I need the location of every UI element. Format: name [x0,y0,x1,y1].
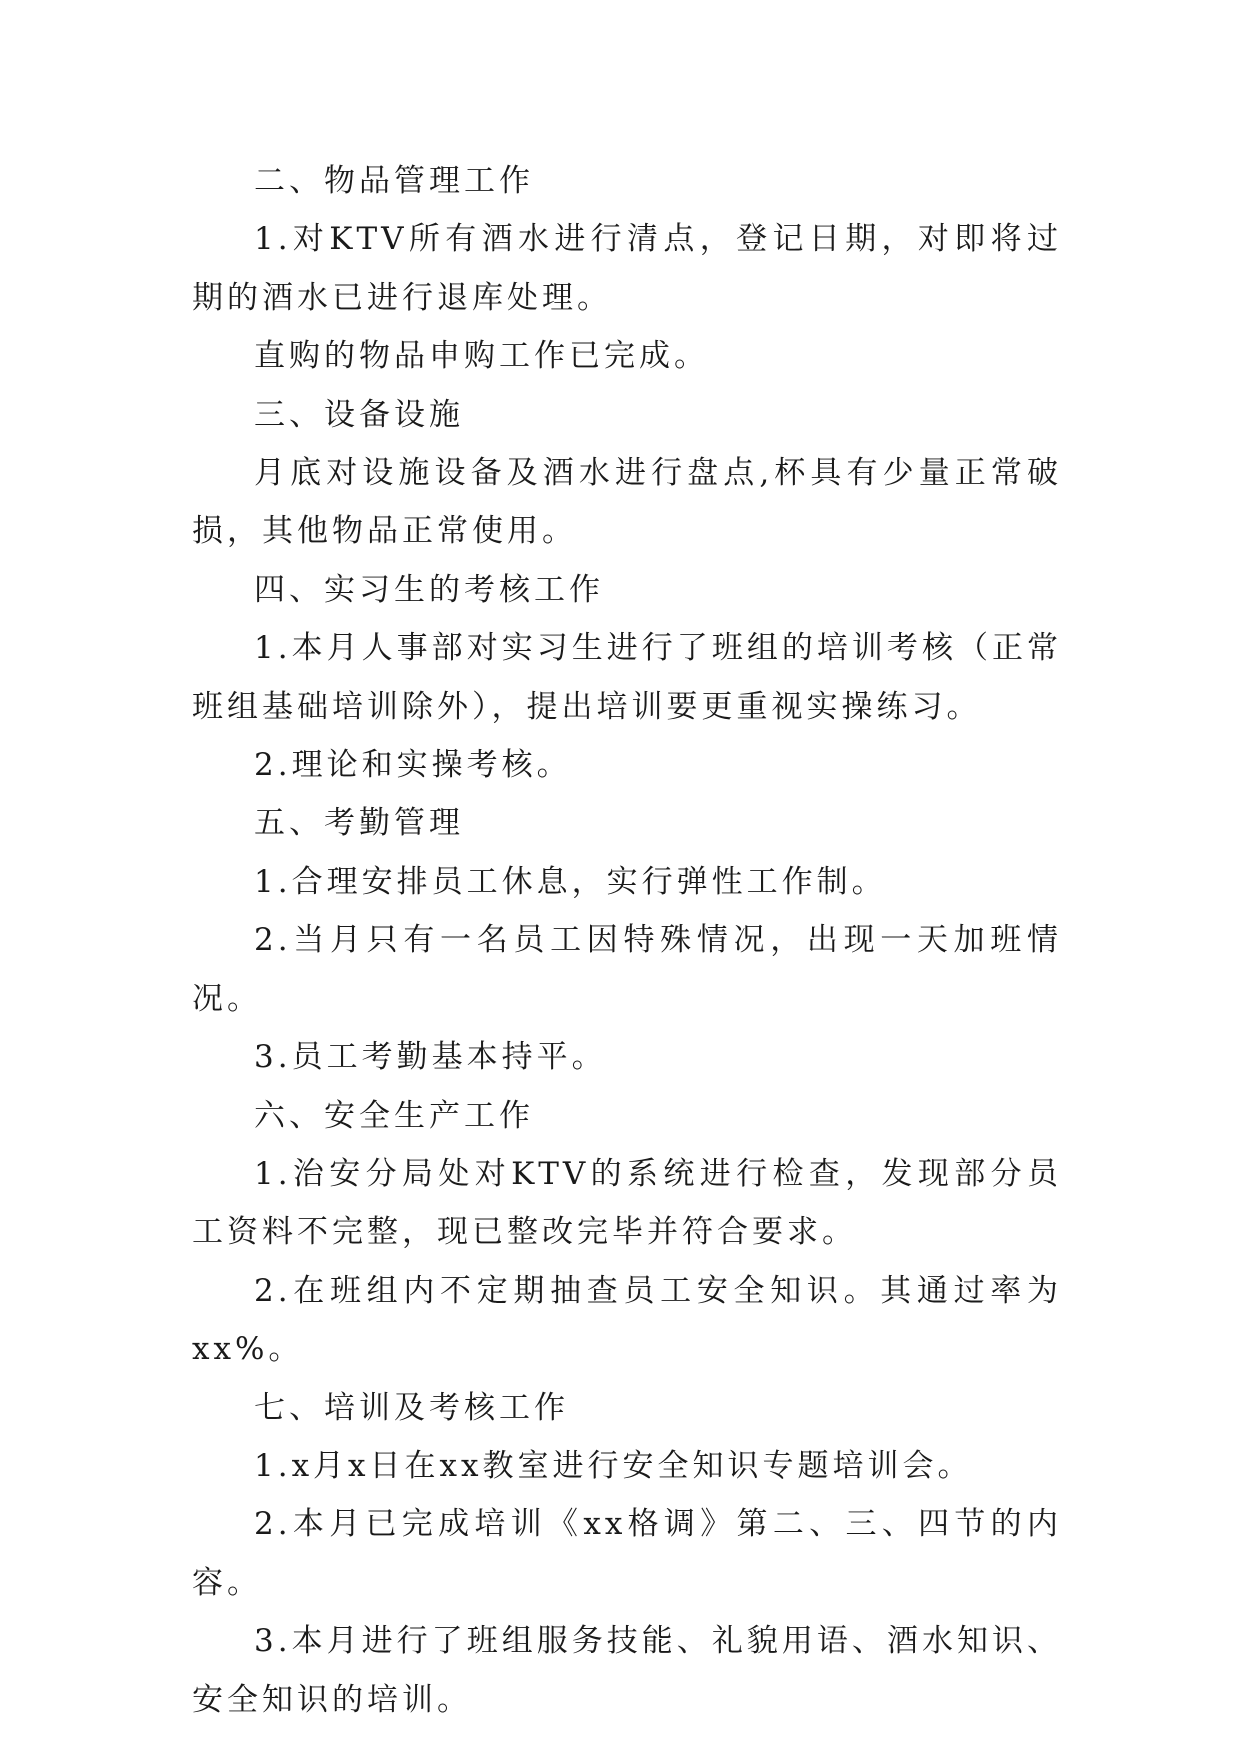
paragraph: 2.在班组内不定期抽查员工安全知识。其通过率为xx%。 [192,1272,1062,1368]
section-heading-equipment: 三、设备设施 [254,396,464,433]
paragraph: 1.x月x日在xx教室进行安全知识专题培训会。 [254,1447,973,1484]
paragraph: 1.治安分局处对KTV的系统进行检查，发现部分员工资料不完整，现已整改完毕并符合要求。 [192,1155,1062,1251]
paragraph: 1.对KTV所有酒水进行清点，登记日期，对即将过期的酒水已进行退库处理。 [192,221,1062,316]
section-heading-item-management: 二、物品管理工作 [254,163,534,199]
paragraph: 2.本月已完成培训《xx格调》第二、三、四节的内容。 [192,1506,1062,1601]
section-heading-safety: 六、安全生产工作 [254,1097,534,1134]
paragraph: 月底对设施设备及酒水进行盘点,杯具有少量正常破损，其他物品正常使用。 [192,455,1062,550]
section-heading-attendance: 五、考勤管理 [254,805,464,842]
paragraph: 2.理论和实操考核。 [254,747,572,784]
section-heading-training: 七、培训及考核工作 [254,1389,569,1426]
paragraph: 3.本月进行了班组服务技能、礼貌用语、酒水知识、安全知识的培训。 [192,1623,1062,1718]
paragraph: 直购的物品申购工作已完成。 [254,338,709,375]
paragraph: 2.当月只有一名员工因特殊情况，出现一天加班情况。 [192,922,1062,1017]
paragraph: 3.员工考勤基本持平。 [254,1039,607,1076]
paragraph: 1.合理安排员工休息，实行弹性工作制。 [254,863,887,900]
document-body [192,152,1062,1729]
paragraph: 1.本月人事部对实习生进行了班组的培训考核（正常班组基础培训除外），提出培训要更重视实操练习。 [192,630,1062,725]
section-heading-intern-assessment: 四、实习生的考核工作 [254,571,604,608]
